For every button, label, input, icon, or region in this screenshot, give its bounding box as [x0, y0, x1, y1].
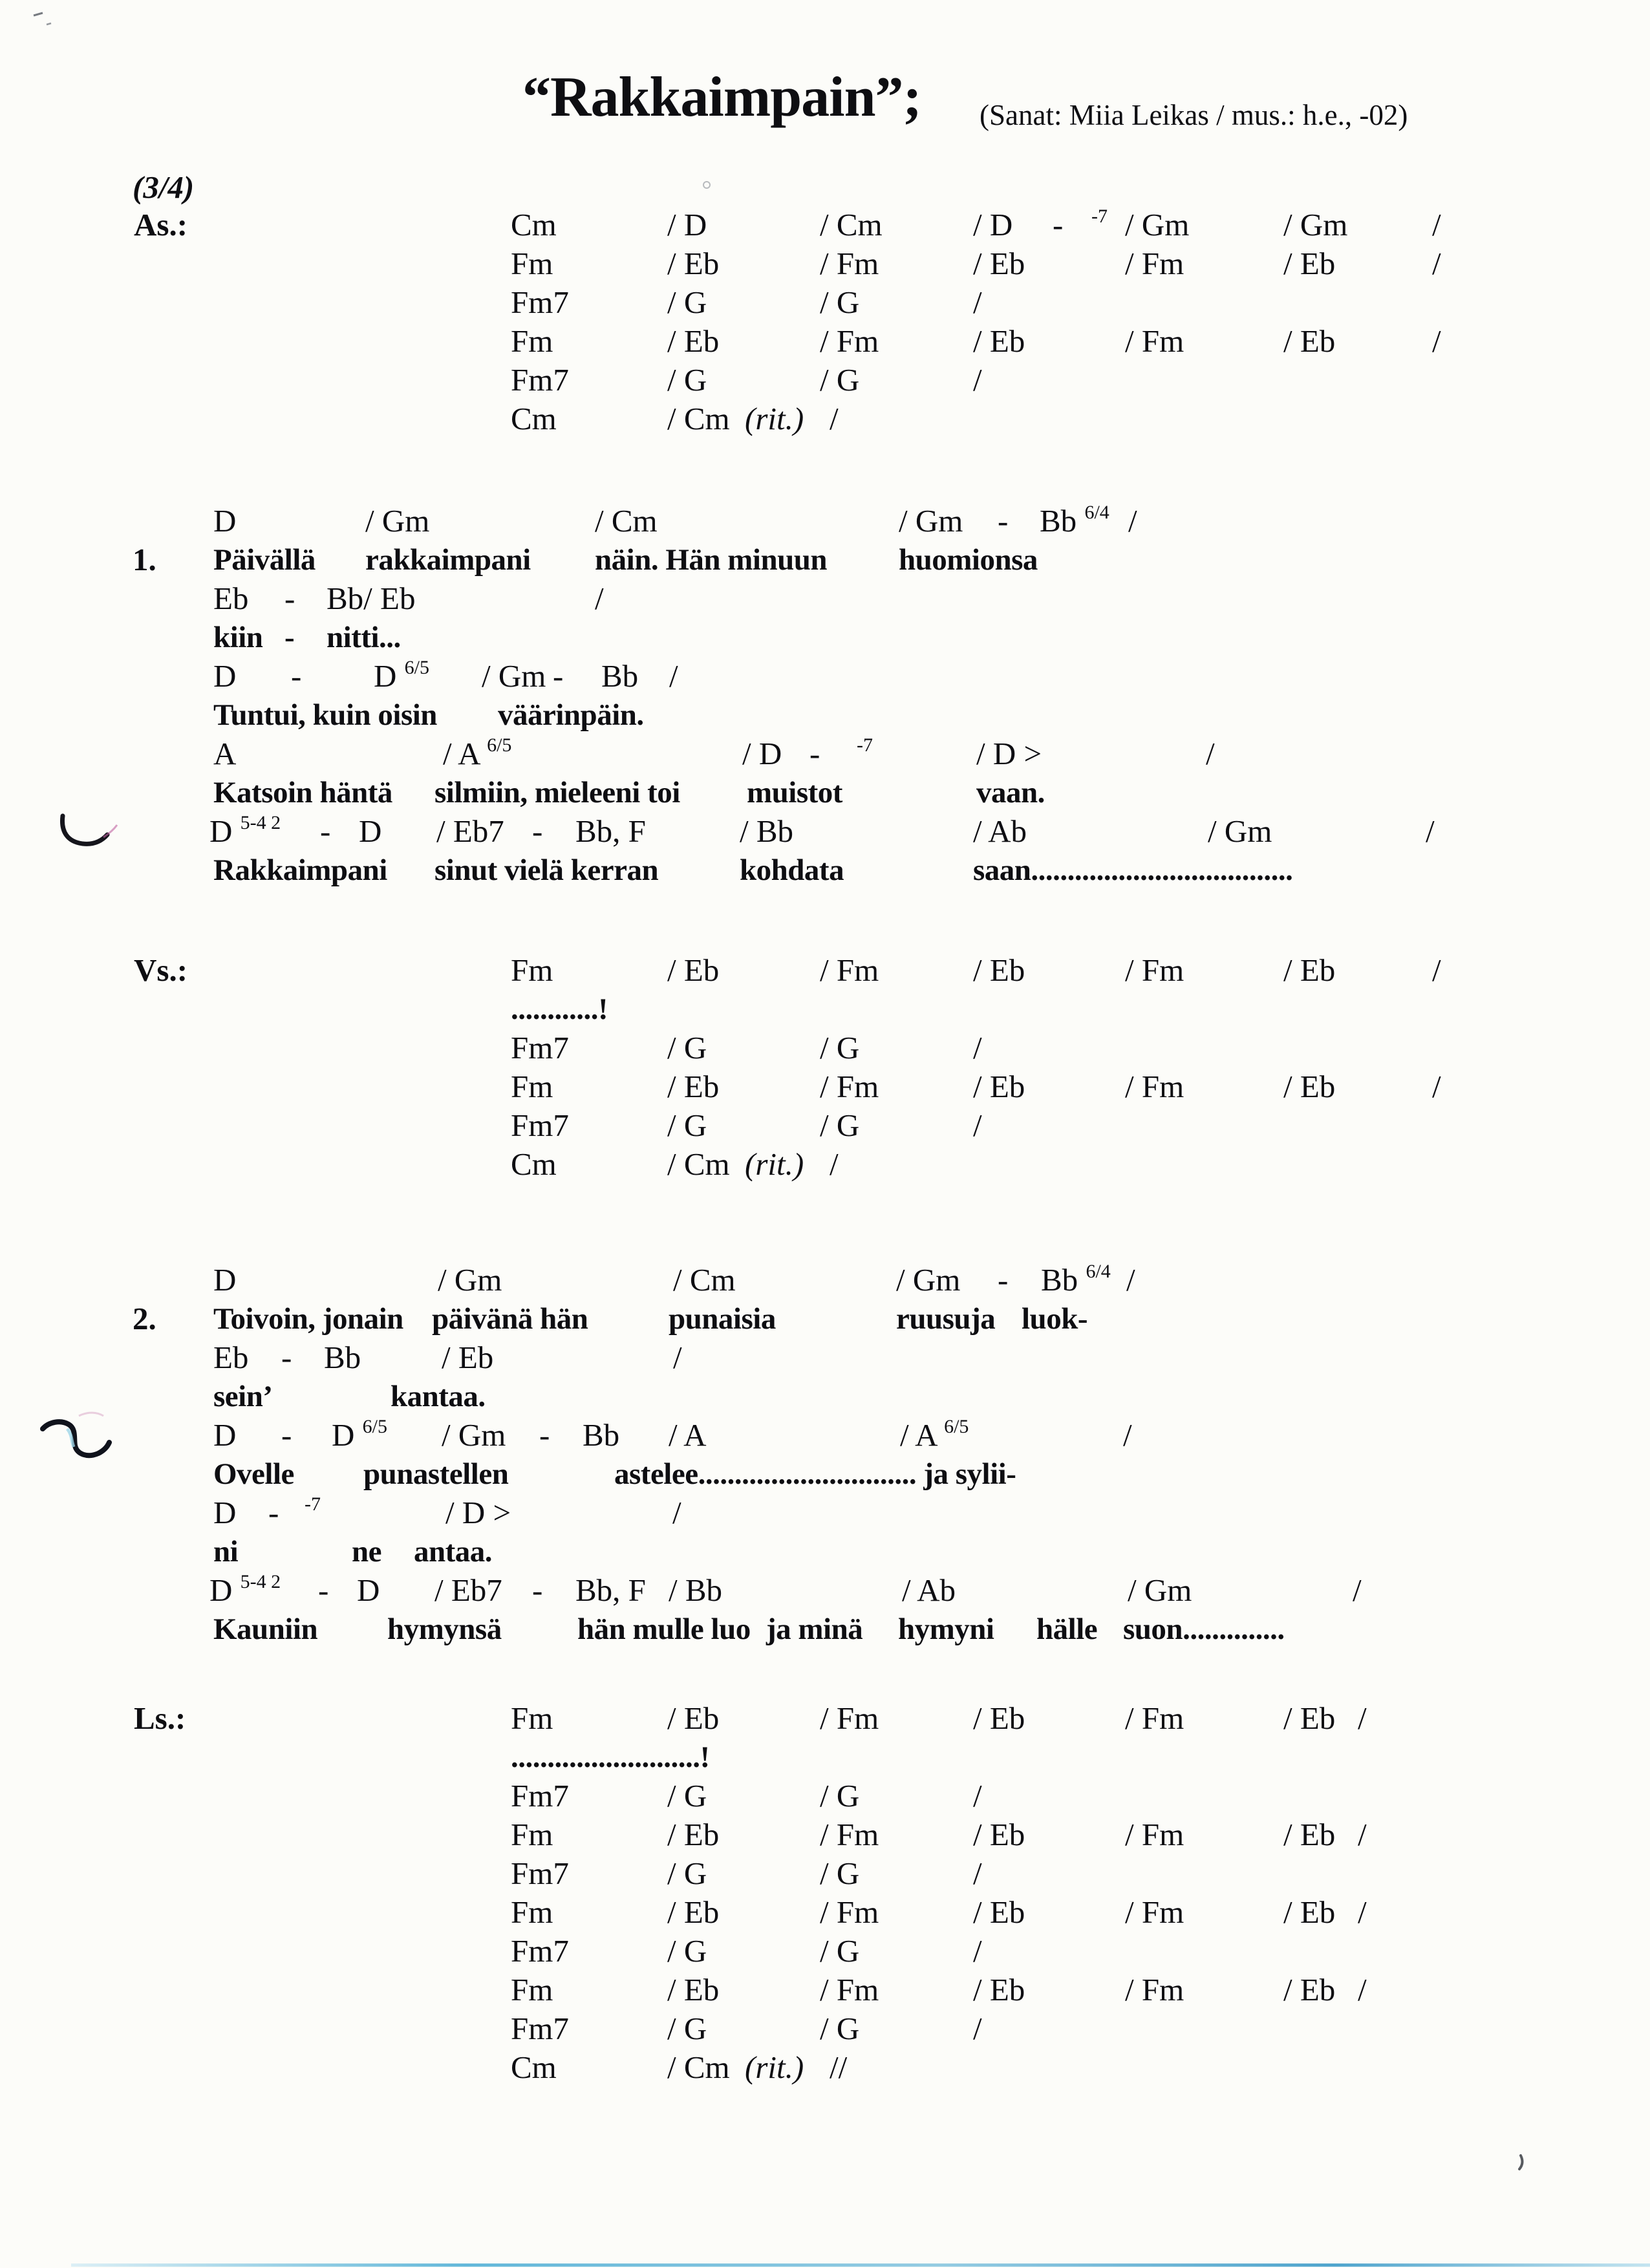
chord-cell: / Fm [1125, 952, 1184, 988]
chord-cell: / Gm [365, 503, 430, 539]
chord-cell: Cm [511, 2049, 557, 2085]
lyric-cell: ja minä [766, 1612, 863, 1646]
chord-line [0, 1493, 1650, 1533]
lyric-cell: Ovelle [213, 1457, 294, 1491]
chord-cell: Bb/ Eb [327, 581, 416, 616]
sig-cell: (3/4) [133, 169, 195, 205]
chord-cell: / Eb [973, 1700, 1025, 1736]
lyric-line [0, 1609, 1650, 1649]
chord-cell: / [1432, 323, 1441, 359]
chord-line [0, 950, 1650, 990]
chord-line [0, 1854, 1650, 1894]
chord-cell: / D > [976, 736, 1042, 771]
chord-cell: - [553, 658, 564, 694]
chord-cell: / Eb [973, 1972, 1025, 2007]
chord-cell: / Gm [442, 1417, 506, 1453]
chord-cell: / Eb [667, 952, 720, 988]
chord-cell: / G [667, 1933, 707, 1969]
chord-cell: / D [667, 207, 707, 242]
chord-cell: / Eb [1283, 1817, 1336, 1852]
lyric-cell: rakkaimpani [365, 543, 531, 577]
lyric-cell: vaan. [976, 776, 1045, 809]
lyric-line [0, 617, 1650, 658]
chord-cell: / A [669, 1417, 707, 1453]
lyric-cell: muistot [747, 776, 842, 809]
chord-cell: / G [667, 1856, 707, 1891]
chord-cell: / [1126, 1262, 1135, 1298]
chord-line [0, 811, 1650, 851]
chord-cell: / A $^{6/5}$ [443, 734, 512, 771]
chord-cell: / Fm [820, 1069, 879, 1104]
chord-cell: / [1206, 736, 1215, 771]
chord-cell: / G [820, 1107, 860, 1143]
chord-cell: / Eb [1283, 1894, 1336, 1930]
chord-cell: Bb $^{6/4}$ [1040, 502, 1109, 539]
chord-cell: Bb, F [575, 813, 646, 849]
chord-cell: / [1432, 207, 1441, 242]
chord-cell: / Bb [740, 813, 794, 849]
chord-cell: / [1123, 1417, 1132, 1453]
chord-cell: / Eb [667, 323, 720, 359]
chord-cell: / [1432, 1069, 1441, 1104]
chord-cell: - [532, 813, 543, 849]
lyric-cell: kiin [213, 621, 263, 654]
chord-cell: -7 [857, 734, 873, 756]
chord-cell: / Fm [1125, 1817, 1184, 1852]
lyric-cell: Katsoin häntä [213, 776, 392, 809]
lyric-cell: huomionsa [899, 543, 1038, 577]
chord-cell: / Eb [442, 1340, 494, 1375]
chord-line [0, 1815, 1650, 1855]
lyric-line [0, 773, 1650, 813]
lyric-cell: suon.............. [1123, 1612, 1285, 1646]
lyric-cell: ............! [511, 992, 608, 1026]
chord-line [0, 205, 1650, 245]
chord-line [0, 1106, 1650, 1146]
chord-line [0, 501, 1650, 541]
chord-cell: / G [820, 2011, 860, 2046]
lyric-line [0, 1454, 1650, 1494]
chord-cell: / D [973, 207, 1013, 242]
chord-line [0, 2048, 1650, 2088]
scanner-artifact-line [71, 2263, 1650, 2267]
chord-cell: / G [820, 1856, 860, 1891]
chord-cell: / Eb7 [434, 1572, 502, 1608]
chord-line [0, 1260, 1650, 1300]
chord-cell: D $^{6/5}$ [374, 657, 429, 694]
chord-cell: / D [742, 736, 782, 771]
lyric-cell: - [284, 621, 295, 654]
chord-cell: / [973, 1933, 982, 1969]
chord-cell: D $^{5-4 2}$ [209, 812, 281, 849]
chord-cell: / [830, 1146, 839, 1182]
chord-cell: / Cm [595, 503, 658, 539]
chord-cell: - [1053, 207, 1064, 242]
chord-cell: Fm [511, 1817, 553, 1852]
chord-cell: Bb $^{6/4}$ [1041, 1261, 1111, 1298]
chord-line [0, 1776, 1650, 1816]
chord-cell: / Fm [1125, 246, 1184, 281]
chord-cell: Bb [324, 1340, 361, 1375]
lyric-line [0, 1376, 1650, 1417]
section-label: 2. [133, 1301, 156, 1336]
chord-cell: - [284, 581, 295, 616]
chord-cell: Eb [213, 1340, 249, 1375]
chord-cell: / G [667, 2011, 707, 2046]
chord-cell: Cm [511, 1146, 557, 1182]
chord-cell: / Gm [482, 658, 546, 694]
chord-cell: Fm7 [511, 1107, 569, 1143]
chord-cell: / Eb [1283, 952, 1336, 988]
lyric-cell: päivänä hän [432, 1302, 588, 1336]
chord-line [0, 283, 1650, 323]
section-label: 1. [133, 542, 156, 577]
sig-line [0, 167, 1650, 208]
chord-cell: D [213, 1495, 237, 1530]
chord-cell: -7 [305, 1493, 321, 1515]
lyric-cell: sinut vielä kerran [434, 853, 659, 887]
chord-cell: / [973, 1856, 982, 1891]
chord-cell: / G [667, 284, 707, 320]
chord-cell: Eb [213, 581, 249, 616]
chord-cell: Fm7 [511, 1856, 569, 1891]
chord-cell: / G [820, 284, 860, 320]
chord-cell: / [973, 1030, 982, 1065]
chord-line [0, 1067, 1650, 1107]
chord-cell: / Gm [1125, 207, 1190, 242]
lyric-line [0, 540, 1650, 580]
lyric-line [0, 695, 1650, 735]
lyric-cell: sein’ [213, 1380, 273, 1413]
lyric-cell: Toivoin, jonain [213, 1302, 403, 1336]
lyric-cell: ..........................! [511, 1740, 710, 1774]
chord-cell: / Eb [1283, 246, 1336, 281]
chord-cell: / Gm [1283, 207, 1348, 242]
chord-cell: / Eb [667, 1817, 720, 1852]
chord-line [0, 1144, 1650, 1184]
chord-cell: Fm [511, 1700, 553, 1736]
chord-cell: / Eb [1283, 1972, 1336, 2007]
chord-cell: / [1358, 1972, 1367, 2007]
chord-cell: / [1432, 246, 1441, 281]
chord-cell: - [291, 658, 302, 694]
chord-cell: / [673, 1340, 682, 1375]
chord-cell: / Cm [667, 401, 730, 436]
chord-cell: Bb [583, 1417, 620, 1453]
lyric-cell: antaa. [414, 1535, 493, 1568]
chord-cell: / Fm [1125, 1894, 1184, 1930]
chord-cell: D [213, 503, 237, 539]
lyric-cell: ne [352, 1535, 381, 1568]
chord-line [0, 656, 1650, 696]
chord-cell: / Fm [820, 952, 879, 988]
chord-cell: - [281, 1417, 292, 1453]
chord-line [0, 1415, 1650, 1455]
chord-cell: / [669, 658, 678, 694]
chord-line [0, 399, 1650, 439]
lyric-line [0, 1737, 1650, 1777]
lyric-cell: Rakkaimpani [213, 853, 387, 887]
lyric-cell: hymyni [898, 1612, 994, 1646]
section-label: Vs.: [134, 952, 188, 988]
chord-cell: / G [667, 1030, 707, 1065]
lyric-line [0, 850, 1650, 890]
chord-cell: (rit.) [745, 2049, 804, 2085]
chord-cell: / Cm [667, 2049, 730, 2085]
chord-cell: / Cm [820, 207, 883, 242]
chord-cell: Fm7 [511, 362, 569, 398]
chord-cell: / Ab [973, 813, 1027, 849]
chord-cell: Cm [511, 207, 557, 242]
chord-cell: / G [820, 1933, 860, 1969]
chord-cell: Fm7 [511, 2011, 569, 2046]
chord-cell: / [1358, 1700, 1367, 1736]
chord-cell: Fm7 [511, 284, 569, 320]
chord-cell: D [213, 1417, 237, 1453]
lyric-line [0, 989, 1650, 1029]
chord-cell: / [973, 284, 982, 320]
chord-cell: / Fm [1125, 1972, 1184, 2007]
chord-cell: / A $^{6/5}$ [900, 1416, 969, 1453]
song-title: “Rakkaimpain”; [522, 66, 921, 129]
chord-cell: Fm7 [511, 1933, 569, 1969]
chord-cell: / Gm [896, 1262, 961, 1298]
chord-line [0, 2009, 1650, 2049]
chord-cell: Fm7 [511, 1778, 569, 1813]
chord-cell: - [809, 736, 820, 771]
chord-cell: D [359, 813, 382, 849]
chord-cell: - [268, 1495, 279, 1530]
chord-cell: -7 [1091, 206, 1108, 227]
lyric-line [0, 1299, 1650, 1339]
chord-cell: / G [667, 1107, 707, 1143]
lyric-cell: astelee.............................. ja sylii- [614, 1457, 1016, 1491]
chord-cell: / Eb7 [436, 813, 504, 849]
chord-cell: Fm [511, 1894, 553, 1930]
chord-cell: / [973, 1778, 982, 1813]
lyric-cell: näin. Hän minuun [595, 543, 828, 577]
chord-cell: / Eb [1283, 1069, 1336, 1104]
lyric-line [0, 1532, 1650, 1572]
section-label: As.: [134, 207, 188, 242]
lyric-cell: nitti... [327, 621, 401, 654]
chord-cell: / G [667, 362, 707, 398]
chord-cell: / [830, 401, 839, 436]
chord-cell: / Eb [667, 1894, 720, 1930]
chord-cell: A [213, 736, 237, 771]
chord-cell: Fm7 [511, 1030, 569, 1065]
chord-cell: / Gm [1208, 813, 1272, 849]
chord-cell: Cm [511, 401, 557, 436]
chord-line [0, 579, 1650, 619]
lyric-cell: hälle [1036, 1612, 1098, 1646]
chord-cell: // [830, 2049, 848, 2085]
chord-cell: / [1426, 813, 1435, 849]
chord-line [0, 1570, 1650, 1610]
chord-cell: / Eb [973, 246, 1025, 281]
chord-cell: - [281, 1340, 292, 1375]
lyric-cell: saan.................................... [973, 853, 1293, 887]
chord-cell: / Gm [438, 1262, 502, 1298]
lyric-cell: punastellen [363, 1457, 509, 1491]
chord-cell: D [213, 658, 237, 694]
chord-cell: - [532, 1572, 543, 1608]
chord-cell: / Fm [820, 323, 879, 359]
chord-cell: / [1432, 952, 1441, 988]
chord-cell: Fm [511, 246, 553, 281]
chord-cell: / Fm [820, 246, 879, 281]
chord-cell: / Fm [820, 1817, 879, 1852]
chord-cell: - [998, 1262, 1009, 1298]
chord-cell: (rit.) [745, 1146, 804, 1182]
chord-cell: / [595, 581, 604, 616]
chord-cell: / Eb [667, 1069, 720, 1104]
chord-cell: / Eb [973, 1817, 1025, 1852]
chord-cell: - [318, 1572, 329, 1608]
chord-line [0, 321, 1650, 361]
lyric-cell: Tuntui, kuin oisin [213, 698, 437, 732]
chord-cell: Bb [601, 658, 639, 694]
lyric-cell: punaisia [669, 1302, 776, 1336]
chord-line [0, 1892, 1650, 1932]
chord-cell: / Fm [820, 1972, 879, 2007]
chord-line [0, 244, 1650, 284]
chord-cell: / Eb [973, 1069, 1025, 1104]
chord-cell: / [973, 1107, 982, 1143]
chord-cell: / G [820, 1778, 860, 1813]
chord-cell: Fm [511, 952, 553, 988]
chord-cell: / Eb [973, 1894, 1025, 1930]
section-label: Ls.: [134, 1700, 186, 1736]
chord-line [0, 1028, 1650, 1068]
lyric-cell: hän mulle luo [577, 1612, 751, 1646]
chord-line [0, 360, 1650, 400]
song-credits: (Sanat: Miia Leikas / mus.: h.e., -02) [980, 99, 1408, 131]
chord-cell: / Eb [973, 323, 1025, 359]
chord-cell: - [539, 1417, 550, 1453]
lyric-cell: kohdata [740, 853, 844, 887]
chord-cell: - [320, 813, 331, 849]
lyric-cell: ruusuja [896, 1302, 996, 1336]
chord-cell: / [973, 362, 982, 398]
chord-cell: D [213, 1262, 237, 1298]
chord-cell: Fm [511, 323, 553, 359]
chord-cell: D [357, 1572, 380, 1608]
chord-cell: / Cm [667, 1146, 730, 1182]
chord-cell: / [672, 1495, 681, 1530]
chord-line [0, 734, 1650, 774]
chord-cell: / Eb [1283, 323, 1336, 359]
lyric-cell: väärinpäin. [498, 698, 644, 732]
chord-cell: (rit.) [745, 401, 804, 436]
chord-cell: D $^{5-4 2}$ [209, 1571, 281, 1608]
chord-cell: / Gm [1128, 1572, 1192, 1608]
chord-cell: / G [820, 362, 860, 398]
chord-cell: / [1353, 1572, 1362, 1608]
chord-cell: / Fm [1125, 1069, 1184, 1104]
lyric-cell: luok- [1022, 1302, 1088, 1336]
lyric-cell: Päivällä [213, 543, 316, 577]
chord-cell: / Eb [667, 246, 720, 281]
chord-cell: / Eb [667, 1700, 720, 1736]
chord-cell: - [998, 503, 1009, 539]
chord-cell: / [1358, 1817, 1367, 1852]
chord-line [0, 1698, 1650, 1738]
chord-cell: D $^{6/5}$ [332, 1416, 387, 1453]
chord-cell: / G [820, 1030, 860, 1065]
chord-cell: / Ab [902, 1572, 956, 1608]
chord-cell: / Fm [820, 1894, 879, 1930]
lyric-cell: kantaa. [391, 1380, 486, 1413]
lyric-cell: hymynsä [387, 1612, 502, 1646]
chord-line [0, 1970, 1650, 2010]
chord-cell: / [1128, 503, 1137, 539]
chord-cell: Fm [511, 1972, 553, 2007]
chord-cell: / [973, 2011, 982, 2046]
chord-cell: / Bb [669, 1572, 723, 1608]
chord-cell: / Eb [973, 952, 1025, 988]
chord-cell: / Gm [899, 503, 963, 539]
lyric-cell: silmiin, mieleeni toi [434, 776, 680, 809]
chord-cell: / Eb [667, 1972, 720, 2007]
chord-cell: Bb, F [575, 1572, 646, 1608]
chord-cell: Fm [511, 1069, 553, 1104]
chord-cell: / G [667, 1778, 707, 1813]
chord-cell: / Eb [1283, 1700, 1336, 1736]
chord-cell: / [1358, 1894, 1367, 1930]
chord-cell: / Fm [820, 1700, 879, 1736]
chord-cell: / Fm [1125, 1700, 1184, 1736]
lyric-cell: ni [213, 1535, 239, 1568]
chord-line [0, 1931, 1650, 1971]
lyric-cell: Kauniin [213, 1612, 318, 1646]
chord-cell: / Fm [1125, 323, 1184, 359]
chord-cell: / D > [445, 1495, 511, 1530]
chord-line [0, 1338, 1650, 1378]
chord-cell: / Cm [673, 1262, 736, 1298]
